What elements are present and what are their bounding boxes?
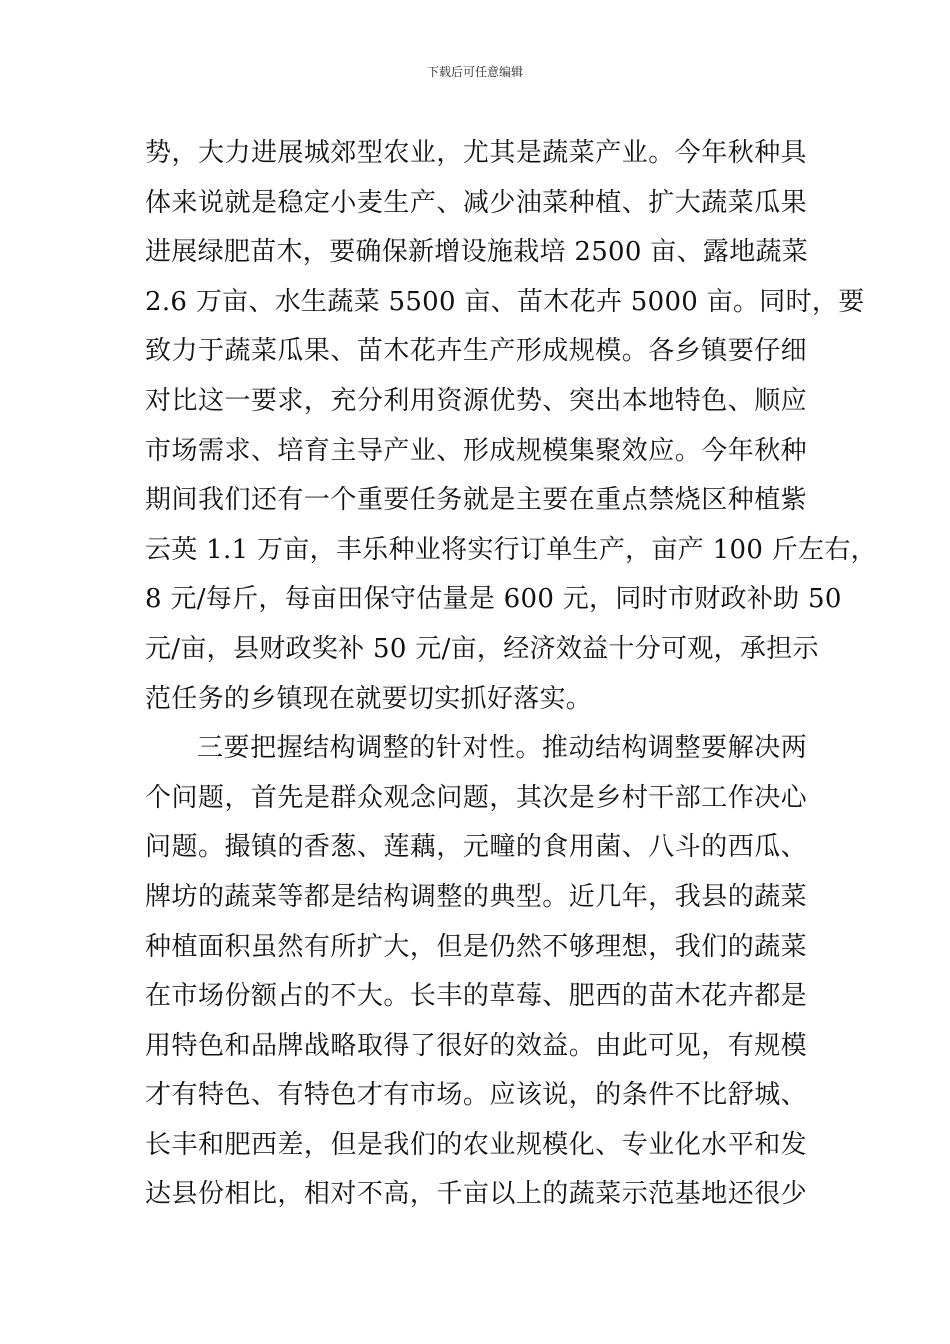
text-line: 达县份相比，相对不高，千亩以上的蔬菜示范基地还很少: [145, 1179, 807, 1210]
text-line: 2.6 万亩、水生蔬菜 5500 亩、苗木花卉 5000 亩。同时，要: [145, 286, 865, 317]
text-line: 用特色和品牌战略取得了很好的效益。由此可见，有规模: [145, 1030, 807, 1061]
text-line: 市场需求、培育主导产业、形成规模集聚效应。今年秋种: [145, 435, 807, 466]
document-body: [145, 129, 877, 1220]
text-line: 问题。撮镇的香葱、莲藕，元疃的食用菌、八斗的西瓜、: [145, 832, 807, 863]
text-line: 对比这一要求，充分利用资源优势、突出本地特色、顺应: [145, 385, 807, 416]
text-line: 在市场份额占的不大。长丰的草莓、肥西的苗木花卉都是: [145, 981, 807, 1012]
text-line: 长丰和肥西差，但是我们的农业规模化、专业化水平和发: [145, 1129, 807, 1160]
text-line: 期间我们还有一个重要任务就是主要在重点禁烧区种植紫: [145, 485, 807, 516]
text-line: 势，大力进展城郊型农业，尤其是蔬菜产业。今年秋种具: [145, 138, 807, 168]
text-line: 牌坊的蔬菜等都是结构调整的典型。近几年，我县的蔬菜: [145, 881, 807, 912]
page-header: 下载后可任意编辑: [426, 65, 523, 79]
text-line: 8 元/每斤，每亩田保守估量是 600 元，同时市财政补助 50: [145, 584, 842, 615]
text-line: 体来说就是稳定小麦生产、减少油菜种植、扩大蔬菜瓜果: [145, 187, 807, 218]
text-line: 三要把握结构调整的针对性。推动结构调整要解决两: [197, 733, 807, 764]
text-line: 元/亩，县财政奖补 50 元/亩，经济效益十分可观，承担示: [145, 633, 819, 664]
text-line: 个问题，首先是群众观念问题，其次是乡村干部工作决心: [145, 782, 807, 813]
paragraph: [145, 724, 807, 1220]
text-line: 云英 1.1 万亩，丰乐种业将实行订单生产，亩产 100 斤左右，: [145, 534, 877, 565]
text-line: 范任务的乡镇现在就要切实抓好落实。: [145, 683, 593, 714]
text-line: 致力于蔬菜瓜果、苗木花卉生产形成规模。各乡镇要仔细: [145, 336, 807, 367]
text-line: 才有特色、有特色才有市场。应该说，的条件不比舒城、: [145, 1080, 807, 1111]
text-line: 进展绿肥苗木，要确保新增设施栽培 2500 亩、露地蔬菜: [145, 237, 809, 268]
text-line: 种植面积虽然有所扩大，但是仍然不够理想，我们的蔬菜: [145, 931, 807, 962]
paragraph: [145, 129, 877, 724]
